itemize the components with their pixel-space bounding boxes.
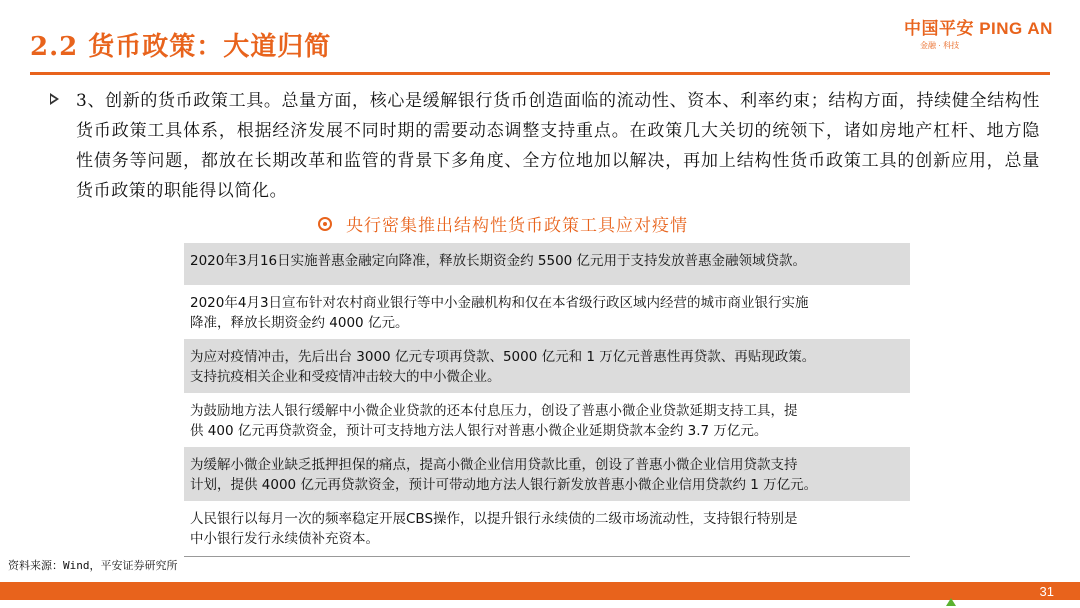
figure-heading-text: 央行密集推出结构性货币政策工具应对疫情 — [346, 216, 688, 236]
row-text-line: 中小银行发行永续债补充资本。 — [190, 531, 379, 547]
row-text-line: 人民银行以每月一次的频率稳定开展CBS操作，以提升银行永续债的二级市场流动性，支持银行特别是 — [190, 511, 798, 527]
row-text-line: 为缓解小微企业缺乏抵押担保的痛点，提高小微企业信用贷款比重，创设了普惠小微企业信用贷款支持 — [190, 457, 798, 473]
table-row — [184, 501, 910, 555]
row-text-line: 2020年3月16日实施普惠金融定向降准，释放长期资金约 5500 亿元用于支持发放普惠金融领域贷款。 — [190, 253, 807, 269]
row-text-line: 2020年4月3日宣布针对农村商业银行等中小金融机构和仅在本省级行政区域内经营的城市商业银行实施 — [190, 295, 809, 311]
source-note: 资料来源：Wind，平安证券研究所 — [8, 559, 178, 572]
triangle-icon — [946, 598, 956, 606]
table-row — [184, 285, 910, 339]
table-row — [184, 393, 910, 447]
table-bottom-rule — [184, 556, 910, 557]
bullet-text: 3、创新的货币政策工具。总量方面，核心是缓解银行货币创造面临的流动性、资本、利率约束；结构方面，持续健全结构性货币政策工具体系，根据经济发展不同时期的需要动态调整支持重点。在政策几大关切的统领下，诸如房地产杠杆、地方隐性债务等问题，都放在长期改革和监管的背景下多角度、全方位地加以解决，再加上结构性货币政策工具的创新应用，总量货币政策的职能得以简化。 — [76, 91, 1040, 201]
table-row — [184, 447, 910, 501]
ping-an-logo — [904, 14, 1066, 48]
figure-heading — [318, 211, 688, 236]
table-row — [184, 243, 910, 285]
row-text-line: 供 400 亿元再贷款资金，预计可支持地方法人银行对普惠小微企业延期贷款本金约 3.7 万亿元。 — [190, 423, 768, 439]
row-text-line: 为应对疫情冲击，先后出台 3000 亿元专项再贷款、5000 亿元和 1 万亿元普惠性再贷款、再贴现政策。 — [190, 349, 816, 365]
row-text-line: 为鼓励地方法人银行缓解中小微企业贷款的还本付息压力，创设了普惠小微企业贷款延期支持工具，提 — [190, 403, 798, 419]
row-text-line: 支持抗疫相关企业和受疫情冲击较大的中小微企业。 — [190, 369, 501, 385]
slide-title: 2.2 货币政策：大道归简 — [30, 32, 332, 62]
title-divider — [30, 72, 1050, 75]
logo-tagline: 金融 · 科技 — [920, 41, 960, 50]
row-text-line: 降准，释放长期资金约 4000 亿元。 — [190, 315, 409, 331]
table-row — [184, 339, 910, 393]
target-bullet-icon — [318, 217, 332, 231]
logo-wordmark: 中国平安 PING AN — [904, 19, 1053, 38]
footer-bar — [0, 582, 1080, 600]
policy-tools-table — [184, 243, 910, 555]
page-number: 31 — [1039, 584, 1054, 599]
bullet-paragraph — [50, 86, 1040, 206]
arrow-bullet-icon — [50, 93, 59, 105]
row-text-line: 计划，提供 4000 亿元再贷款资金，预计可带动地方法人银行新发放普惠小微企业信用贷款约 1 万亿元。 — [190, 477, 818, 493]
